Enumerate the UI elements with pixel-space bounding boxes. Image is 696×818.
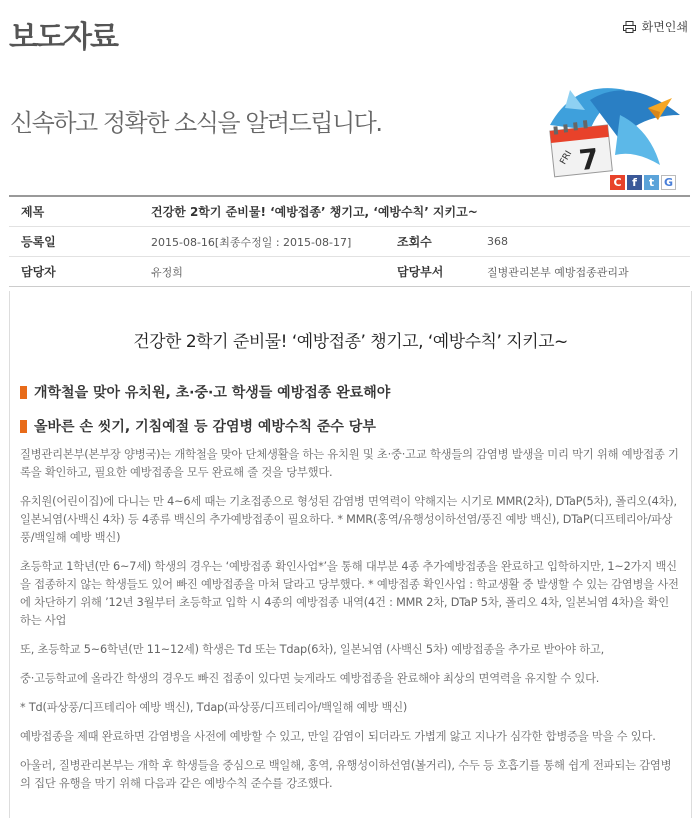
paragraph: 유치원(어린이집)에 다니는 만 4~6세 때는 기초접종으로 형성된 감염병 면역력이 약해지는 시기로 MMR(2차), DTaP(5차), 폴리오(4차), 일본뇌염(사백신 4차) 등 4종류 백신의 추가예방접종이 필요하다. * MMR(홍역/유행성이하선염/풍진 예방 백신), DTaP(디프테리아/파상풍/백일해 예방 백신) [20,495,677,544]
subheading [20,416,691,436]
printer-icon [623,21,636,33]
print-label: 화면인쇄 [641,20,688,34]
author-value: 유정희 [151,265,183,279]
subheading-text: 올바른 손 씻기, 기침예절 등 감염병 예방수칙 준수 당부 [34,419,376,435]
date-value: 2015-08-16[최종수정일 : 2015-08-17] [151,235,352,249]
calendar-icon [550,120,612,177]
date-label: 등록일 [21,235,56,249]
square-bullet-icon [20,420,27,433]
meta-row-date [9,227,690,257]
article-headline: 건강한 2학기 준비물! ‘예방접종’ 챙기고, ‘예방수칙’ 지키고~ [133,332,568,352]
views-value: 368 [487,235,508,248]
paragraph: 아울러, 질병관리본부는 개학 후 학생들을 중심으로 백일해, 홍역, 유행성이하선염(볼거리), 수두 등 호흡기를 통해 쉽게 전파되는 감염병의 집단 유행을 막기 위해 다음과 같은 예방수칙 준수를 강조했다. [20,759,672,790]
paragraph: * Td(파상풍/디프테리아 예방 백신), Tdap(파상풍/디프테리아/백일해 예방 백신) [20,701,408,714]
article-meta-table [9,195,690,287]
dept-value: 질병관리본부 예방접종관리과 [487,265,629,279]
author-label: 담당자 [21,265,56,279]
page-tagline: 신속하고 정확한 소식을 알려드립니다. [10,109,382,137]
calendar-bird-illustration [530,70,688,180]
calendar-date: 7 [577,142,601,178]
paragraph: 질병관리본부(본부장 양병국)는 개학철을 맞아 단체생활을 하는 유치원 및 초·중·고교 학생들의 감염병 발생을 미리 막기 위해 예방접종 기록을 확인하고, 필요한 예방접종을 모두 완료해 줄 것을 당부했다. [20,448,679,479]
paragraph: 초등학교 1학년(만 6~7세) 학생의 경우는 ‘예방접종 확인사업*’을 통해 대부분 4종 추가예방접종을 완료하고 입학하지만, 1~2가지 백신을 접종하지 않는 학생들도 있어 빠진 예방접종을 마쳐 달라고 당부했다. * 예방접종 확인사업 : 학교생활 중 발생할 수 있는 감염병을 사전에 차단하기 위해 ’12년 3월부터 초등학교 입학 시 4종의 예방접종 내역(4건 : MMR 2차, DTaP 5차, 폴리오 4차, 일본뇌염 4차)을 확인하는 사업 [20,560,679,627]
square-bullet-icon [20,386,27,399]
views-label: 조회수 [397,235,432,249]
page-logo: 보도자료 [9,20,117,55]
subheading [20,382,691,402]
title-value: 건강한 2학기 준비물! ‘예방접종’ 챙기고, ‘예방수칙’ 지키고~ [151,205,478,219]
print-button[interactable] [623,18,688,35]
share-facebook-icon[interactable]: f [627,175,642,190]
dept-label: 담당부서 [397,265,444,279]
title-label: 제목 [21,205,45,219]
share-google-icon[interactable]: G [661,175,676,190]
share-buttons [610,175,676,190]
meta-row-author [9,257,690,286]
meta-row-title [9,197,690,227]
share-cyworld-icon[interactable]: C [610,175,625,190]
subheading-text: 개학철을 맞아 유치원, 초·중·고 학생들 예방접종 완료해야 [34,385,391,401]
calendar-day-label: FRI [558,149,575,167]
article-body [9,291,692,818]
paragraph: 예방접종을 제때 완료하면 감염병을 사전에 예방할 수 있고, 만일 감염이 되더라도 가볍게 앓고 지나가 심각한 합병증을 막을 수 있다. [20,730,656,743]
share-twitter-icon[interactable]: t [644,175,659,190]
paragraph: 중·고등학교에 올라간 학생의 경우도 빠진 접종이 있다면 늦게라도 예방접종을 완료해야 최상의 면역력을 유지할 수 있다. [20,672,600,685]
paragraph: 또, 초등학교 5~6학년(만 11~12세) 학생은 Td 또는 Tdap(6차), 일본뇌염 (사백신 5차) 예방접종을 추가로 받아야 하고, [20,643,605,656]
